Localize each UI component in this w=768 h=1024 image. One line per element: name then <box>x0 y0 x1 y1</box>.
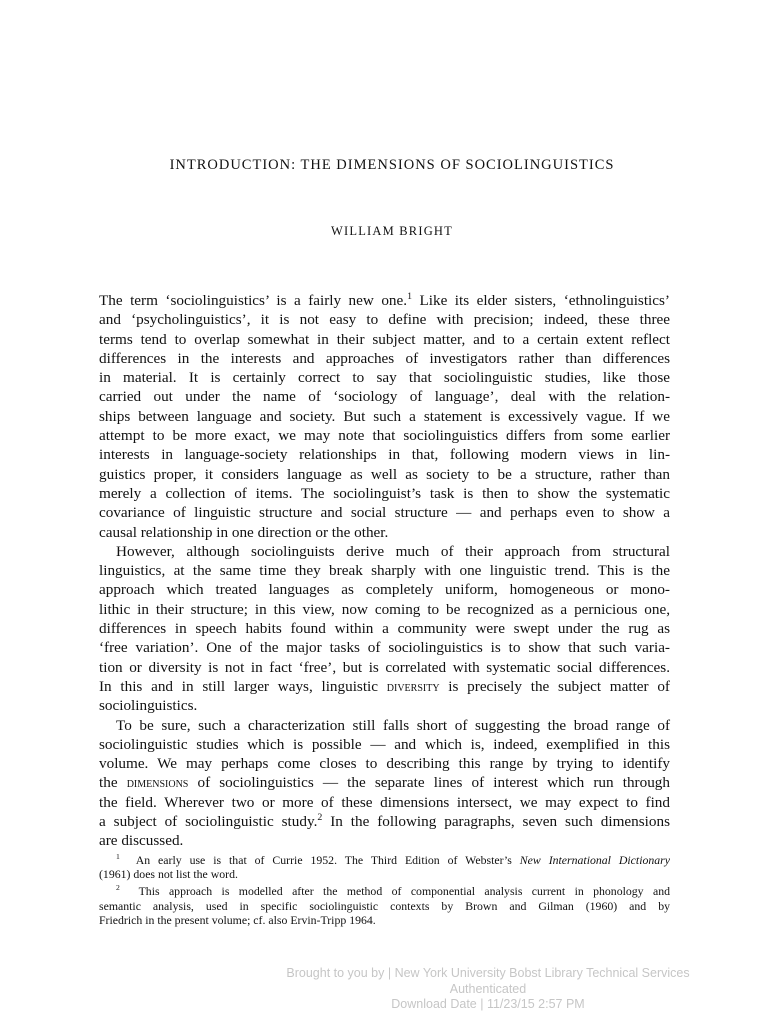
footnotes <box>99 853 670 927</box>
paragraph-1-line: guistics proper, it considers language as well as society to be a structure, rather than <box>99 465 670 483</box>
paragraph-2-line: approach which treated languages as completely uniform, homogeneous or mono- <box>99 581 670 599</box>
paragraph-3-line: sociolinguistic studies which is possible — and which is, indeed, exemplified in this <box>99 735 670 753</box>
paragraph-3-line: To be sure, such a characterization still falls short of suggesting the broad range of <box>116 716 670 734</box>
footnote-1-line: (1961) does not list the word. <box>99 867 238 882</box>
paragraph-3-line: the field. Wherever two or more of these dimensions intersect, we may expect to find <box>99 793 670 811</box>
paragraph-1-line: terms tend to overlap somewhat in their subject matter, and to a certain extent reflect <box>99 330 670 348</box>
access-watermark <box>258 966 718 1013</box>
paragraph-1-line: merely a collection of items. The sociolinguist’s task is then to show the systematic <box>99 484 670 502</box>
paragraph-2-line: linguistics, at the same time they break sharply with one linguistic trend. This is the <box>99 562 670 580</box>
footnote-ref-2: 2 <box>317 811 323 823</box>
paragraph-1-line: in material. It is certainly correct to say that sociolinguistic studies, like those <box>99 369 670 387</box>
paragraph-1-line: ships between language and society. But such a statement is excessively vague. If we <box>99 407 670 425</box>
paragraph-3-line: are discussed. <box>99 832 184 850</box>
watermark-line: Download Date | 11/23/15 2:57 PM <box>391 997 585 1011</box>
body-text <box>99 291 670 851</box>
author-name: WILLIAM BRIGHT <box>331 224 453 238</box>
paragraph-3-line: a subject of sociolinguistic study.$^2$ In the following paragraphs, seven such dimensions <box>99 811 670 831</box>
paragraph-2-line: However, although sociolinguists derive much of their approach from structural <box>116 542 670 560</box>
italic-title: New International Dictionary <box>519 853 670 867</box>
paragraph-1-line: differences in the interests and approaches of investigators rather than differences <box>99 349 670 367</box>
paragraph-1-line: attempt to be more exact, we may note that sociolinguistics differs from some earlier <box>99 427 670 445</box>
paragraph-3-line: the dimensions of sociolinguistics — the separate lines of interest which run through <box>99 774 670 792</box>
paragraph-1-line: and ‘psycholinguistics’, it is not easy to define with precision; indeed, these three <box>99 311 670 329</box>
footnote-2-line: Friedrich in the present volume; cf. also Ervin-Tripp 1964. <box>99 912 376 927</box>
paragraph-1-line: causal relationship in one direction or the other. <box>99 523 389 541</box>
paragraph-2-line: lithic in their structure; in this view, now coming to be recognized as a pernicious one, <box>99 600 670 618</box>
footnote-2-line: $^2$ This approach is modelled after the method of componential analysis current in phonology and <box>116 883 670 899</box>
paragraph-2-line: differences in speech habits found within a community were swept under the rug as <box>99 620 670 638</box>
paragraph-1-line: carried out under the name of ‘sociology of language’, deal with the relation- <box>99 388 670 406</box>
small-caps-term: diversity <box>386 679 440 695</box>
watermark-line: Brought to you by | New York University Bobst Library Technical Services <box>286 966 690 980</box>
watermark-line: Authenticated <box>449 981 527 996</box>
footnote-2-line: semantic analysis, used in specific sociolinguistic contexts by Brown and Gilman (1960) and by <box>99 898 670 913</box>
paragraph-2-line: ‘free variation’. One of the major tasks of sociolinguistics is to show that such varia- <box>99 639 670 657</box>
paragraph-1-line: covariance of linguistic structure and social structure — and perhaps even to show a <box>99 504 670 522</box>
paragraph-2-line: sociolinguistics. <box>99 697 198 715</box>
chapter-title: INTRODUCTION: THE DIMENSIONS OF SOCIOLINGUISTICS <box>169 157 615 173</box>
paragraph-2-line: In this and in still larger ways, linguistic diversity is precisely the subject matter of <box>99 677 670 695</box>
paragraph-2-line: tion or diversity is not in fact ‘free’, but is correlated with systematic social differences. <box>99 658 670 676</box>
paragraph-1-line: interests in language-society relationships in that, following modern views in lin- <box>99 446 670 464</box>
small-caps-term: dimensions <box>126 776 189 792</box>
footnote-mark-1: 1 <box>116 852 120 862</box>
paragraph-1-line: The term ‘sociolinguistics’ is a fairly new one.$^1$ Like its elder sisters, ‘ethnolinguistics’ <box>99 290 670 309</box>
paragraph-3-line: volume. We may perhaps come closes to describing this range by trying to identify <box>99 755 670 773</box>
footnote-ref-1: 1 <box>407 290 412 302</box>
footnote-1-line: $^1$ An early use is that of Currie 1952. The Third Edition of Webster’s New International Dictionary <box>116 852 670 867</box>
footnote-mark-2: 2 <box>116 883 120 893</box>
